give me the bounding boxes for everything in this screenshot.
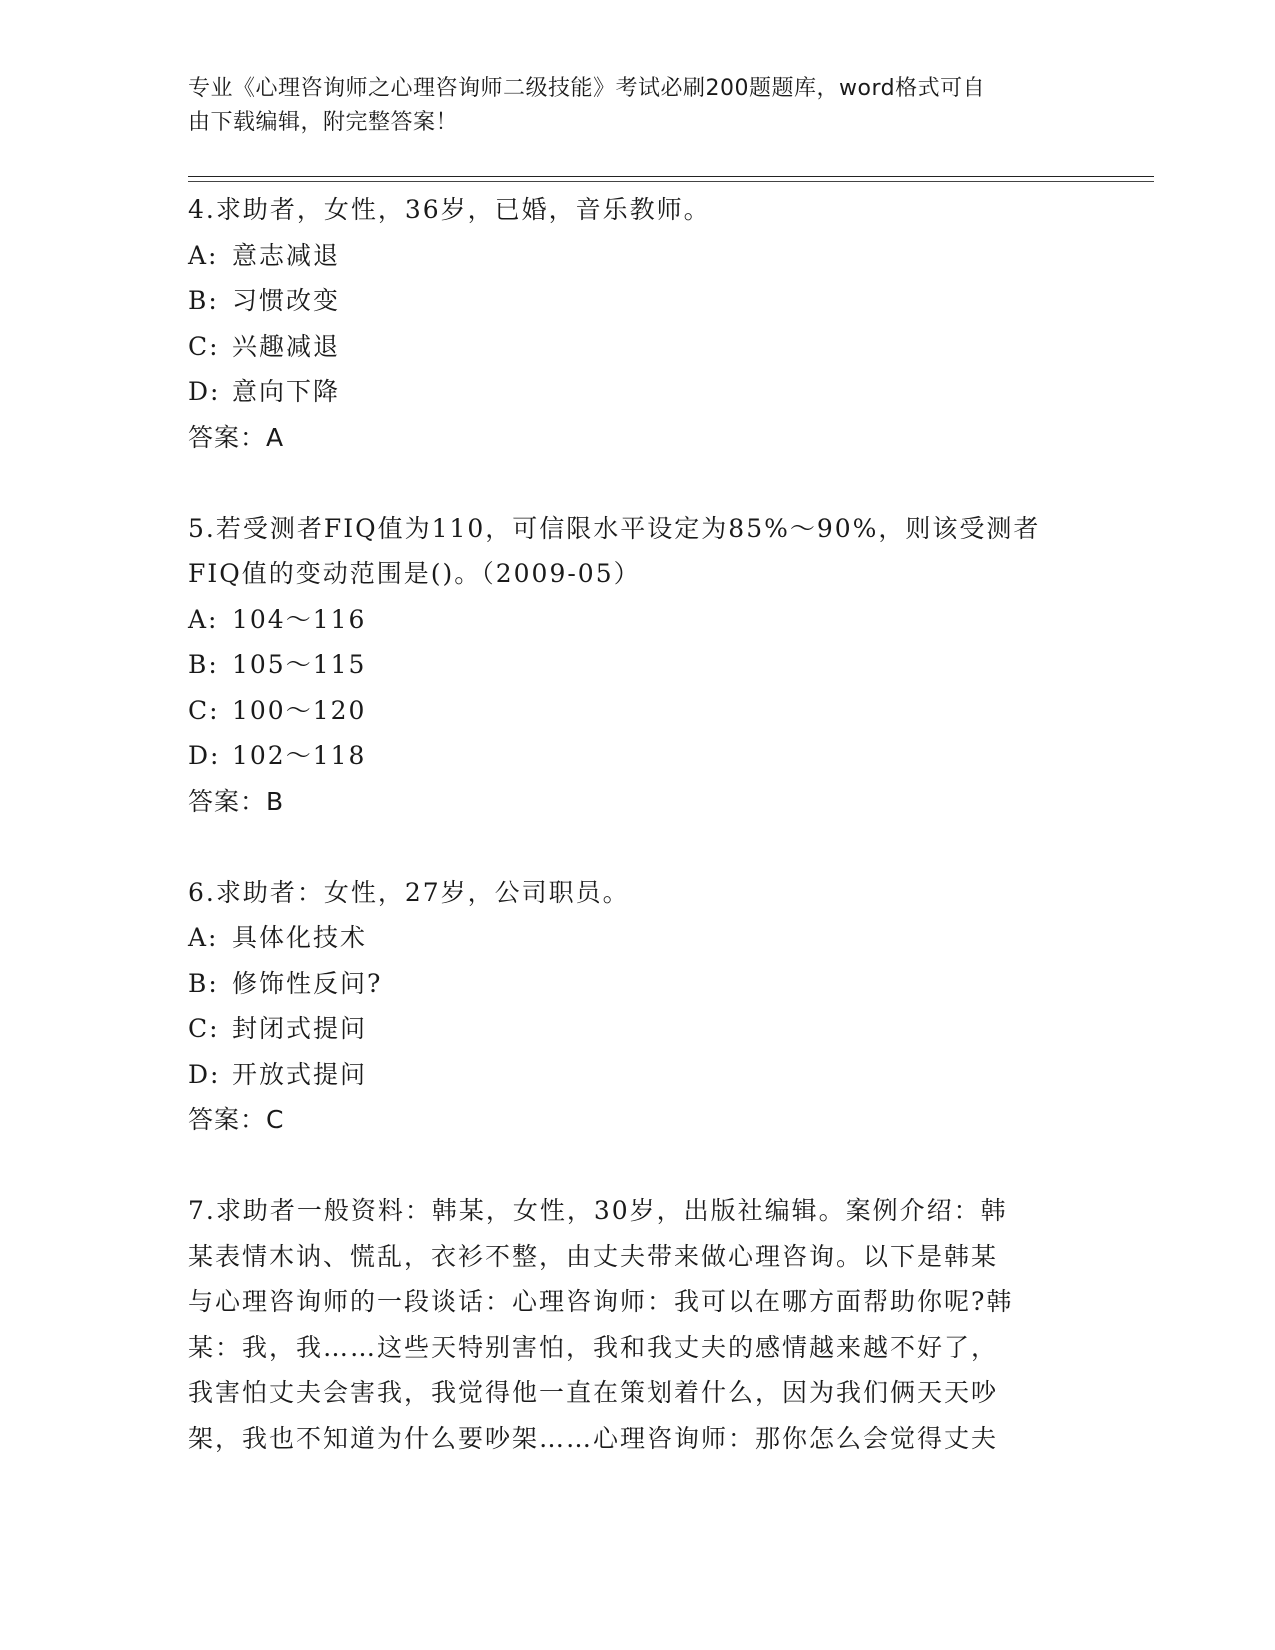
question-stem: 架，我也不知道为什么要吵架……心理咨询师：那你怎么会觉得丈夫 bbox=[188, 1423, 999, 1453]
question-spacer bbox=[188, 1143, 1088, 1189]
option-text: 102～118 bbox=[232, 741, 367, 770]
question-stem: 4.求助者，女性，36岁，已婚，音乐教师。 bbox=[188, 195, 711, 224]
option-key: B: bbox=[188, 650, 219, 679]
option-text: 开放式提问 bbox=[232, 1059, 368, 1089]
question-stem: 我害怕丈夫会害我，我觉得他一直在策划着什么，因为我们俩天天吵 bbox=[188, 1378, 999, 1407]
question-item bbox=[188, 187, 1088, 460]
question-list bbox=[188, 187, 1088, 1461]
header-line-2: 由下载编辑，附完整答案！ bbox=[188, 110, 459, 135]
option-b bbox=[188, 642, 1088, 688]
option-b bbox=[188, 961, 1088, 1007]
option-key: B: bbox=[188, 286, 219, 315]
option-key: A: bbox=[188, 604, 219, 634]
question-item bbox=[188, 870, 1088, 1143]
option-text: 兴趣减退 bbox=[232, 331, 341, 361]
option-key: B: bbox=[188, 968, 219, 998]
option-text: 习惯改变 bbox=[232, 286, 341, 315]
option-c bbox=[188, 688, 1088, 734]
header-line-1: 专业《心理咨询师之心理咨询师二级技能》考试必刷200题题库，word格式可自 bbox=[188, 76, 986, 101]
answer-line: 答案：C bbox=[188, 1105, 285, 1134]
option-key: A: bbox=[188, 923, 219, 952]
document-header bbox=[188, 72, 1068, 140]
question-spacer bbox=[188, 460, 1088, 506]
option-key: D: bbox=[188, 741, 221, 770]
option-text: 具体化技术 bbox=[232, 923, 368, 952]
option-key: A: bbox=[188, 240, 219, 270]
question-stem: 7.求助者一般资料：韩某，女性，30岁，出版社编辑。案例介绍：韩 bbox=[188, 1196, 1008, 1225]
option-a bbox=[188, 233, 1088, 279]
option-text: 意志减退 bbox=[232, 240, 341, 270]
question-stem: 与心理咨询师的一段谈话：心理咨询师：我可以在哪方面帮助你呢?韩 bbox=[188, 1287, 1014, 1316]
question-stem: 某：我，我……这些天特别害怕，我和我丈夫的感情越来越不好了， bbox=[188, 1332, 999, 1362]
option-text: 封闭式提问 bbox=[232, 1014, 368, 1043]
question-stem: 某表情木讷、慌乱，衣衫不整，由丈夫带来做心理咨询。以下是韩某 bbox=[188, 1241, 999, 1271]
option-c bbox=[188, 1006, 1088, 1052]
question-item bbox=[188, 506, 1088, 825]
option-key: D: bbox=[188, 1059, 221, 1089]
question-item bbox=[188, 1188, 1088, 1461]
option-text: 100～120 bbox=[232, 695, 367, 725]
option-a bbox=[188, 915, 1088, 961]
header-divider-thin bbox=[188, 181, 1154, 182]
option-text: 修饰性反问? bbox=[232, 968, 383, 998]
question-stem: 5.若受测者FIQ值为110，可信限水平设定为85%～90%，则该受测者 bbox=[188, 513, 1041, 543]
header-divider-thick bbox=[188, 176, 1154, 177]
option-d bbox=[188, 733, 1088, 779]
option-d bbox=[188, 1052, 1088, 1098]
option-key: D: bbox=[188, 377, 221, 406]
option-a bbox=[188, 597, 1088, 643]
option-text: 104～116 bbox=[232, 604, 367, 634]
question-spacer bbox=[188, 824, 1088, 870]
answer-line: 答案：B bbox=[188, 786, 285, 816]
question-stem: FIQ值的变动范围是()。（2009-05） bbox=[188, 559, 641, 588]
answer-line: 答案：A bbox=[188, 422, 285, 452]
option-key: C: bbox=[188, 331, 220, 361]
option-text: 105～115 bbox=[232, 650, 367, 679]
option-text: 意向下降 bbox=[232, 377, 341, 406]
option-key: C: bbox=[188, 1014, 220, 1043]
question-stem: 6.求助者：女性，27岁，公司职员。 bbox=[188, 877, 630, 907]
option-key: C: bbox=[188, 695, 220, 725]
option-c bbox=[188, 324, 1088, 370]
option-b bbox=[188, 278, 1088, 324]
option-d bbox=[188, 369, 1088, 415]
